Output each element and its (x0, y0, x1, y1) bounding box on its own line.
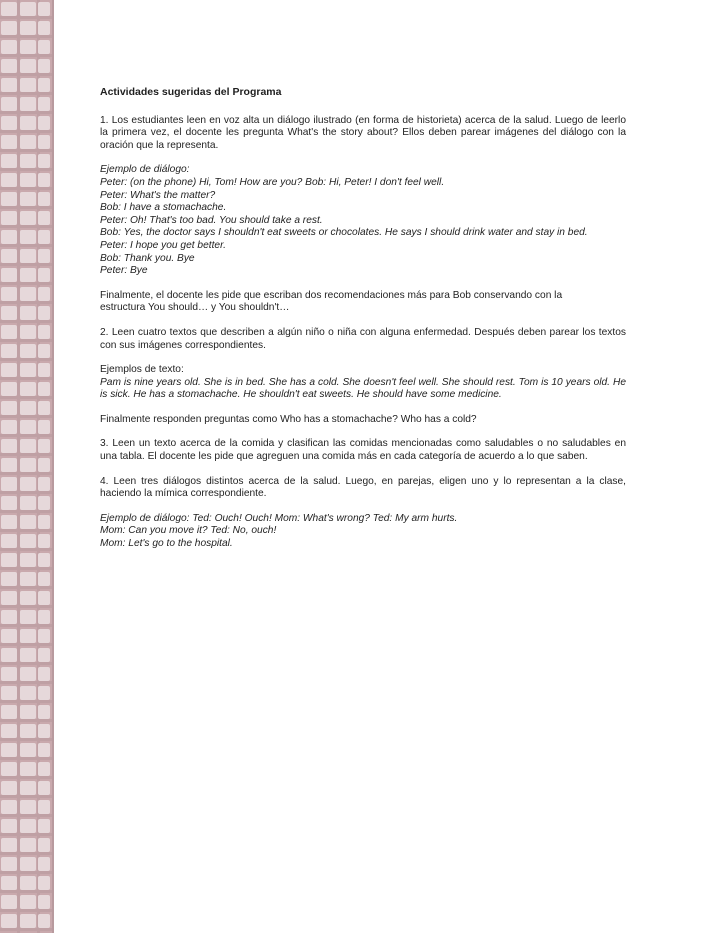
activity-2-final: Finalmente responden preguntas como Who has a stomachache? Who has a cold? (100, 413, 477, 425)
activity-1-final-structure: estructura You should… y You shouldn't… (100, 302, 290, 314)
border-cell (20, 306, 36, 320)
border-cell (1, 230, 17, 244)
border-cell (20, 40, 36, 54)
border-cell (1, 173, 17, 187)
border-cell (20, 914, 36, 928)
border-cell (1, 287, 17, 301)
side-border-cells (0, 0, 52, 933)
border-cell (1, 306, 17, 320)
border-cell (20, 439, 36, 453)
border-cell (1, 648, 17, 662)
dialogue-line: Peter: Oh! That's too bad. You should take a rest. (100, 214, 323, 226)
border-cell (38, 553, 50, 567)
dialogue-line: Bob: I have a stomachache. (100, 202, 227, 214)
border-cell (1, 116, 17, 130)
border-cell (1, 838, 17, 852)
border-cell (1, 895, 17, 909)
border-cell (38, 154, 50, 168)
activity-1-final: Finalmente, el docente les pide que escriban dos recomendaciones más para Bob conservando con la (100, 289, 563, 301)
border-cell (38, 458, 50, 472)
border-cell (20, 629, 36, 643)
border-cell (1, 382, 17, 396)
border-cell (20, 572, 36, 586)
border-cell (38, 439, 50, 453)
border-cell (20, 667, 36, 681)
border-cell (1, 857, 17, 871)
border-cell (1, 800, 17, 814)
activity-4-text: 4. Leen tres diálogos distintos acerca de la salud. Luego, en parejas, eligen uno y lo representan a la clase, haciendo la mímica correspondiente. (100, 475, 626, 500)
border-cell (38, 287, 50, 301)
border-cell (38, 648, 50, 662)
border-cell (38, 819, 50, 833)
border-cell (38, 724, 50, 738)
border-cell (38, 249, 50, 263)
border-cell (1, 2, 17, 16)
border-cell (38, 21, 50, 35)
dialogue-line: Bob: Thank you. Bye (100, 252, 195, 264)
page-title: Actividades sugeridas del Programa (100, 86, 282, 98)
border-cell (38, 40, 50, 54)
border-cell (38, 762, 50, 776)
activity-4-example: Ejemplo de diálogo: Ted: Ouch! Ouch! Mom: What's wrong? Ted: My arm hurts. (100, 512, 458, 524)
border-cell (38, 591, 50, 605)
border-cell (38, 610, 50, 624)
border-cell (20, 743, 36, 757)
border-cell (20, 458, 36, 472)
border-cell (1, 686, 17, 700)
border-cell (1, 591, 17, 605)
border-cell (1, 154, 17, 168)
border-cell (20, 553, 36, 567)
border-cell (1, 458, 17, 472)
border-cell (38, 2, 50, 16)
border-cell (1, 515, 17, 529)
border-cell (20, 762, 36, 776)
border-cell (20, 648, 36, 662)
border-cell (20, 325, 36, 339)
border-cell (38, 686, 50, 700)
decorative-side-border (0, 0, 52, 933)
border-cell (20, 515, 36, 529)
border-cell (1, 572, 17, 586)
border-cell (1, 420, 17, 434)
border-cell (20, 876, 36, 890)
border-cell (38, 534, 50, 548)
border-cell (20, 591, 36, 605)
border-cell (20, 154, 36, 168)
border-cell (38, 667, 50, 681)
border-cell (20, 2, 36, 16)
border-cell (20, 192, 36, 206)
border-cell (1, 325, 17, 339)
border-cell (1, 629, 17, 643)
border-cell (20, 382, 36, 396)
border-cell (20, 477, 36, 491)
border-cell (38, 401, 50, 415)
activity-2-example-title: Ejemplos de texto: (100, 364, 184, 376)
border-cell (1, 610, 17, 624)
border-cell (1, 211, 17, 225)
border-cell (38, 876, 50, 890)
border-cell (1, 477, 17, 491)
border-cell (1, 363, 17, 377)
border-cell (38, 344, 50, 358)
border-cell (20, 686, 36, 700)
border-cell (38, 192, 50, 206)
border-cell (38, 496, 50, 510)
border-cell (20, 211, 36, 225)
border-cell (38, 420, 50, 434)
border-cell (20, 895, 36, 909)
dialogue-line: Peter: Bye (100, 265, 148, 277)
border-cell (1, 401, 17, 415)
border-cell (1, 819, 17, 833)
border-cell (38, 268, 50, 282)
border-cell (38, 705, 50, 719)
activity-2-example: Pam is nine years old. She is in bed. She has a cold. She doesn't feel well. She should rest. Tom is 10 years old. He is sick. He has a stomachache. He shouldn't eat sweets. He should have some medicine. (100, 376, 626, 401)
border-cell (20, 363, 36, 377)
activity-1-example-title: Ejemplo de diálogo: (100, 164, 190, 176)
border-cell (1, 78, 17, 92)
border-cell (38, 914, 50, 928)
border-cell (38, 857, 50, 871)
border-cell (20, 420, 36, 434)
border-cell (38, 325, 50, 339)
border-cell (20, 724, 36, 738)
border-cell (20, 249, 36, 263)
border-cell (1, 534, 17, 548)
border-cell (20, 97, 36, 111)
dialogue-line: Peter: I hope you get better. (100, 239, 226, 251)
border-cell (20, 287, 36, 301)
border-cell (1, 667, 17, 681)
border-cell (38, 800, 50, 814)
border-cell (38, 781, 50, 795)
dialogue-line: Peter: (on the phone) Hi, Tom! How are you? Bob: Hi, Peter! I don't feel well. (100, 176, 445, 188)
border-cell (1, 876, 17, 890)
border-cell (20, 268, 36, 282)
border-cell (20, 838, 36, 852)
border-cell (1, 192, 17, 206)
side-border-line (52, 0, 54, 933)
border-cell (1, 553, 17, 567)
border-cell (1, 249, 17, 263)
border-cell (38, 838, 50, 852)
border-cell (20, 230, 36, 244)
border-cell (1, 97, 17, 111)
border-cell (38, 572, 50, 586)
border-cell (38, 230, 50, 244)
border-cell (38, 743, 50, 757)
border-cell (20, 534, 36, 548)
border-cell (20, 344, 36, 358)
border-cell (1, 743, 17, 757)
border-cell (38, 59, 50, 73)
border-cell (20, 705, 36, 719)
activity-2-text: 2. Leen cuatro textos que describen a algún niño o niña con alguna enfermedad. Después deben parear los textos con sus imágenes correspondientes. (100, 326, 626, 351)
border-cell (1, 21, 17, 35)
border-cell (1, 705, 17, 719)
border-cell (20, 800, 36, 814)
dialogue-line: Mom: Let's go to the hospital. (100, 538, 233, 550)
border-cell (1, 781, 17, 795)
dialogue-line: Bob: Yes, the doctor says I shouldn't eat sweets or chocolates. He says I should drink water and stay in bed. (100, 227, 588, 239)
border-cell (20, 116, 36, 130)
border-cell (20, 135, 36, 149)
border-cell (38, 629, 50, 643)
border-cell (38, 515, 50, 529)
activity-1-text: 1. Los estudiantes leen en voz alta un diálogo ilustrado (en forma de historieta) acerca de la salud. Luego de leerlo la primera vez, el docente les pregunta What's the story about? Ellos deben parear imágenes del diálogo con la oración que la representa. (100, 114, 626, 151)
border-cell (1, 762, 17, 776)
activity-3-text: 3. Leen un texto acerca de la comida y clasifican las comidas mencionadas como saludables o no saludables en una tabla. El docente les pide que agreguen una comida más en cada categoría de acuerdo a lo que saben. (100, 438, 626, 463)
border-cell (20, 59, 36, 73)
border-cell (38, 78, 50, 92)
border-cell (38, 211, 50, 225)
border-cell (20, 21, 36, 35)
border-cell (38, 363, 50, 377)
border-cell (38, 306, 50, 320)
border-cell (1, 59, 17, 73)
border-cell (20, 401, 36, 415)
border-cell (20, 781, 36, 795)
border-cell (1, 40, 17, 54)
border-cell (20, 857, 36, 871)
border-cell (1, 724, 17, 738)
border-cell (38, 135, 50, 149)
border-cell (38, 477, 50, 491)
border-cell (1, 914, 17, 928)
border-cell (1, 439, 17, 453)
border-cell (20, 496, 36, 510)
border-cell (20, 78, 36, 92)
border-cell (38, 173, 50, 187)
border-cell (38, 116, 50, 130)
border-cell (1, 268, 17, 282)
border-cell (20, 173, 36, 187)
dialogue-line: Peter: What's the matter? (100, 189, 216, 201)
dialogue-line: Mom: Can you move it? Ted: No, ouch! (100, 525, 277, 537)
border-cell (38, 895, 50, 909)
document-page (100, 86, 626, 551)
border-cell (38, 97, 50, 111)
border-cell (1, 496, 17, 510)
border-cell (1, 344, 17, 358)
border-cell (20, 610, 36, 624)
border-cell (1, 135, 17, 149)
border-cell (20, 819, 36, 833)
border-cell (38, 382, 50, 396)
